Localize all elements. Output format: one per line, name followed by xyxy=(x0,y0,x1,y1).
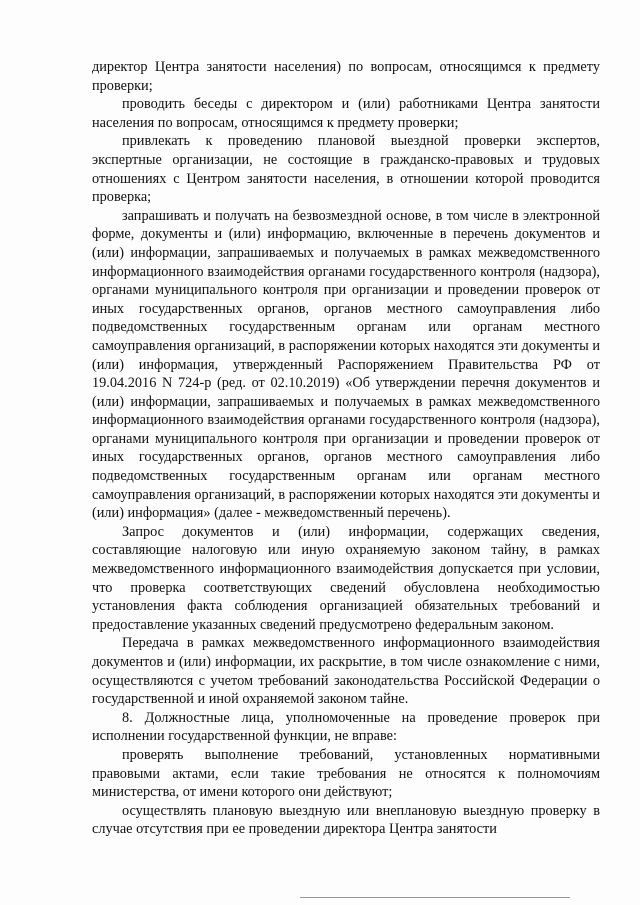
paragraph: запрашивать и получать на безвозмездной основе, в том числе в электронной форме, документы и (или) информацию, включенные в перечень документов и (или) информации, запрашиваемых и получаемых в рамках межведомственного информационного взаимодействия органами государственного контроля (надзора), органами муниципального контроля при организации и проведении проверок от иных государственных органов, органов местного самоуправления либо подведомственных государственным органам или органам местного самоуправления организаций, в распоряжении которых находятся эти документы и (или) информация, утвержденный Распоряжением Правительства РФ от 19.04.2016 N 724-р (ред. от 02.10.2019) «Об утверждении перечня документов и (или) информации, запрашиваемых и получаемых в рамках межведомственного информационного взаимодействия органами государственного контроля (надзора), органами муниципального контроля при организации и проведении проверок от иных государственных органов, органов местного самоуправления либо подведомственных государственным органам или органам местного самоуправления организаций, в распоряжении которых находятся эти документы и (или) информация» (далее - межведомственный перечень). xyxy=(92,207,600,522)
document-body xyxy=(92,58,600,839)
paragraph: 8. Должностные лица, уполномоченные на проведение проверок при исполнении государственной функции, не вправе: xyxy=(92,709,600,745)
paragraph: проверять выполнение требований, установленных нормативными правовыми актами, если такие требования не относятся к полномочиям министерства, от имени которого они действуют; xyxy=(92,746,600,801)
paragraph: осуществлять плановую выездную или внеплановую выездную проверку в случае отсутствия при ее проведении директора Центра занятости xyxy=(92,802,600,838)
paragraph: Запрос документов и (или) информации, содержащих сведения, составляющие налоговую или иную охраняемую законом тайну, в рамках межведомственного информационного взаимодействия допускается при условии, что проверка соответствующих сведений обусловлена необходимостью установления факта соблюдения организацией обязательных требований и предоставление указанных сведений предусмотрено федеральным законом. xyxy=(92,523,600,633)
paragraph: проводить беседы с директором и (или) работниками Центра занятости населения по вопросам, относящимся к предмету проверки; xyxy=(92,96,600,131)
paragraph: директор Центра занятости населения) по вопросам, относящимся к предмету проверки; xyxy=(92,59,600,94)
scan-edge-line xyxy=(300,897,570,898)
paragraph: Передача в рамках межведомственного информационного взаимодействия документов и (или) информации, их раскрытие, в том числе ознакомление с ними, осуществляются с учетом требований законодательства Российской Федерации о государственной и иной охраняемой законом тайне. xyxy=(92,635,600,708)
paragraph: привлекать к проведению плановой выездной проверки экспертов, экспертные организации, не состоящие в гражданско-правовых и трудовых отношениях с Центром занятости населения, в отношении которой проводится проверка; xyxy=(92,133,600,206)
